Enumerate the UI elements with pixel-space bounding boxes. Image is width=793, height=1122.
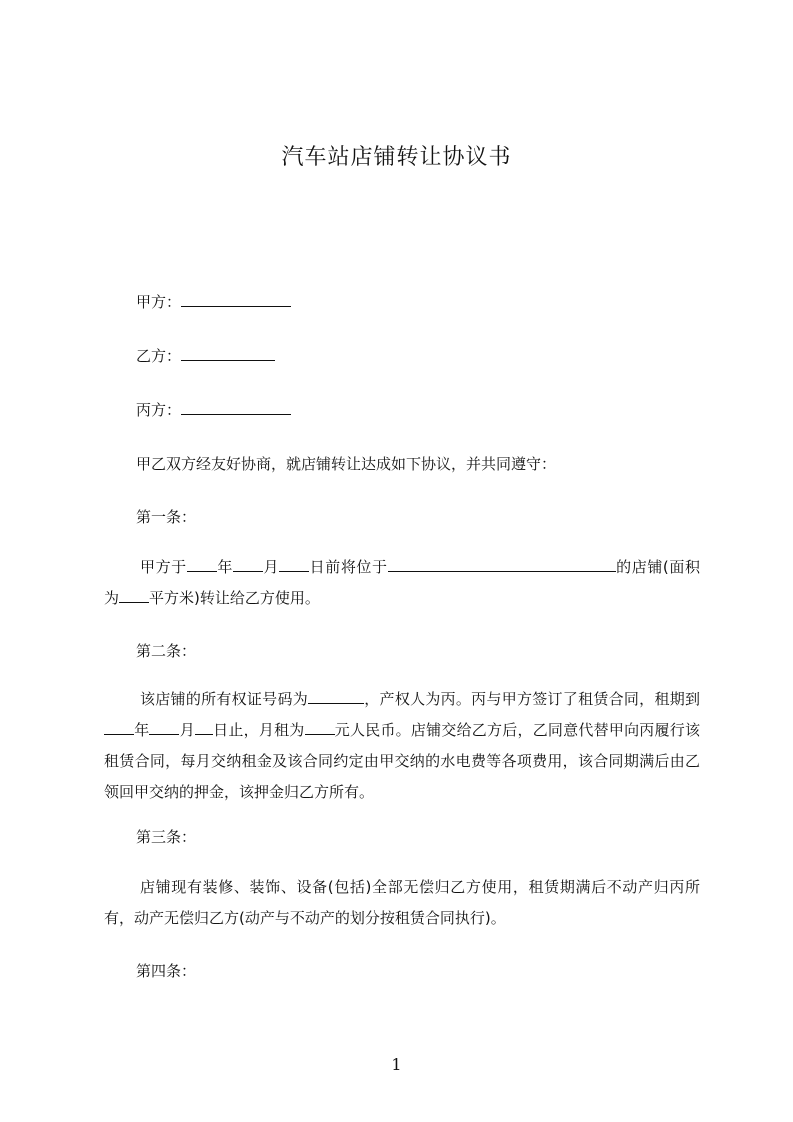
party-b-line <box>136 345 275 366</box>
page-number: 1 <box>391 1055 402 1074</box>
day-blank[interactable] <box>279 557 309 572</box>
party-a-blank[interactable] <box>181 292 291 307</box>
article-3-paragraph: 店铺现有装修、装饰、设备(包括)全部无偿归乙方使用，租赁期满后不动产归丙所有，动产无偿归乙方(动产与不动产的划分按租赁合同执行)。 <box>104 878 700 927</box>
month-blank[interactable] <box>233 557 263 572</box>
article-3-heading: 第三条： <box>136 828 197 846</box>
article-1-paragraph: 甲方于 年 月 日前将位于 的店铺(面积为 平方米)转让给乙方使用。 <box>104 558 700 607</box>
party-c-label: 丙方： <box>136 401 182 419</box>
party-b-blank[interactable] <box>181 346 275 361</box>
party-b-label: 乙方： <box>136 347 182 365</box>
party-a-line <box>136 291 291 312</box>
year-blank[interactable] <box>187 557 217 572</box>
article-2-heading: 第二条： <box>136 642 197 660</box>
lease-day-blank[interactable] <box>195 720 213 735</box>
party-c-line <box>136 399 291 420</box>
party-a-label: 甲方： <box>136 293 182 311</box>
article-2-paragraph: 该店铺的所有权证号码为 ，产权人为丙。丙与甲方签订了租赁合同，租期到年 月 日止，月租为 元人民币。店铺交给乙方后，乙同意代替甲向丙履行该租赁合同，每月交纳租金及该合同约定由甲交纳的水电费等各项费用，该合同期满后由乙领回甲交纳的押金，该押金归乙方所有。 <box>104 690 700 801</box>
rent-blank[interactable] <box>305 720 335 735</box>
area-blank[interactable] <box>119 588 149 603</box>
article-1-heading: 第一条： <box>136 508 197 526</box>
party-c-blank[interactable] <box>181 400 291 415</box>
location-blank[interactable] <box>388 557 616 572</box>
article-4-heading: 第四条： <box>136 962 197 980</box>
lease-month-blank[interactable] <box>149 720 179 735</box>
intro-paragraph: 甲乙双方经友好协商，就店铺转让达成如下协议，并共同遵守： <box>136 455 557 473</box>
certificate-number-blank[interactable] <box>308 689 364 704</box>
lease-year-blank[interactable] <box>104 720 134 735</box>
document-title: 汽车站店铺转让协议书 <box>281 145 512 170</box>
